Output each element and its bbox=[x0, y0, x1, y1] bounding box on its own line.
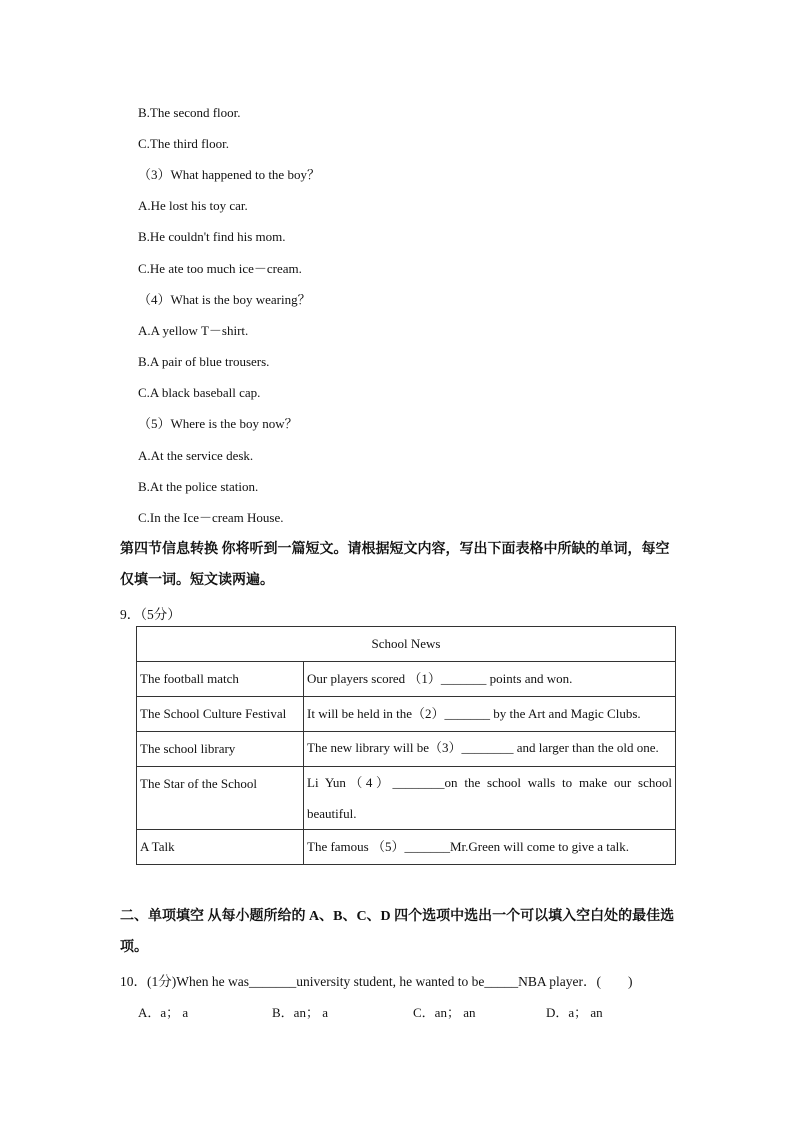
listening-option-line: （5）Where is the boy now？ bbox=[138, 416, 298, 431]
row-label: A Talk bbox=[137, 830, 304, 865]
listening-option-line: A.A yellow T－shirt. bbox=[138, 323, 249, 338]
row-label: The school library bbox=[137, 732, 304, 767]
table-row bbox=[137, 732, 676, 767]
row-label: The Star of the School bbox=[137, 767, 304, 830]
listening-option-line: A.At the service desk. bbox=[138, 448, 254, 463]
section2-heading: 二、单项填空 从每小题所给的 A、B、C、D 四个选项中选出一个可以填入空白处的最佳选项。 bbox=[120, 909, 675, 955]
option-d: D．a； an bbox=[546, 1005, 603, 1020]
listening-option-line: A.He lost his toy car. bbox=[138, 198, 248, 213]
row-label: The School Culture Festival bbox=[137, 697, 304, 732]
row-content: The new library will be（3）________ and larger than the old one. bbox=[304, 732, 676, 767]
listening-option-line: B.At the police station. bbox=[138, 479, 259, 494]
row-content: The famous （5）_______Mr.Green will come to give a talk. bbox=[304, 830, 676, 865]
listening-option-line: B.The second floor. bbox=[138, 105, 241, 120]
section4-heading: 第四节信息转换 你将听到一篇短文。请根据短文内容，写出下面表格中所缺的单词，每空仅填一词。短文读两遍。 bbox=[120, 542, 670, 588]
table-row bbox=[137, 767, 676, 830]
listening-option-line: （3）What happened to the boy？ bbox=[138, 167, 320, 182]
row-content: It will be held in the（2）_______ by the Art and Magic Clubs. bbox=[304, 697, 676, 732]
school-news-table bbox=[136, 626, 676, 865]
listening-option-line: B.He couldn't find his mom. bbox=[138, 229, 286, 244]
table-row bbox=[137, 697, 676, 732]
listening-option-line: （4）What is the boy wearing？ bbox=[138, 292, 311, 307]
option-a: A．a； a bbox=[138, 1005, 189, 1020]
question-9-number: 9．（5分） bbox=[120, 607, 181, 622]
option-b: B．an； a bbox=[272, 1005, 328, 1020]
listening-option-line: B.A pair of blue trousers. bbox=[138, 354, 270, 369]
question-10-stem: 10．(1分)When he was_______university student, he wanted to be_____NBA player．( ) bbox=[120, 974, 633, 989]
row-content: Our players scored （1）_______ points and won. bbox=[304, 662, 676, 697]
table-title: School News bbox=[137, 627, 676, 662]
row-label: The football match bbox=[137, 662, 304, 697]
table-row bbox=[137, 830, 676, 865]
listening-option-line: C.The third floor. bbox=[138, 136, 229, 151]
table-row bbox=[137, 662, 676, 697]
row-content: Li Yun（4）________on the school walls to make our school beautiful. bbox=[304, 767, 676, 830]
listening-option-line: C.He ate too much ice－cream. bbox=[138, 261, 302, 276]
option-c: C．an； an bbox=[413, 1005, 476, 1020]
listening-option-line: C.A black baseball cap. bbox=[138, 385, 261, 400]
listening-option-line: C.In the Ice－cream House. bbox=[138, 510, 284, 525]
